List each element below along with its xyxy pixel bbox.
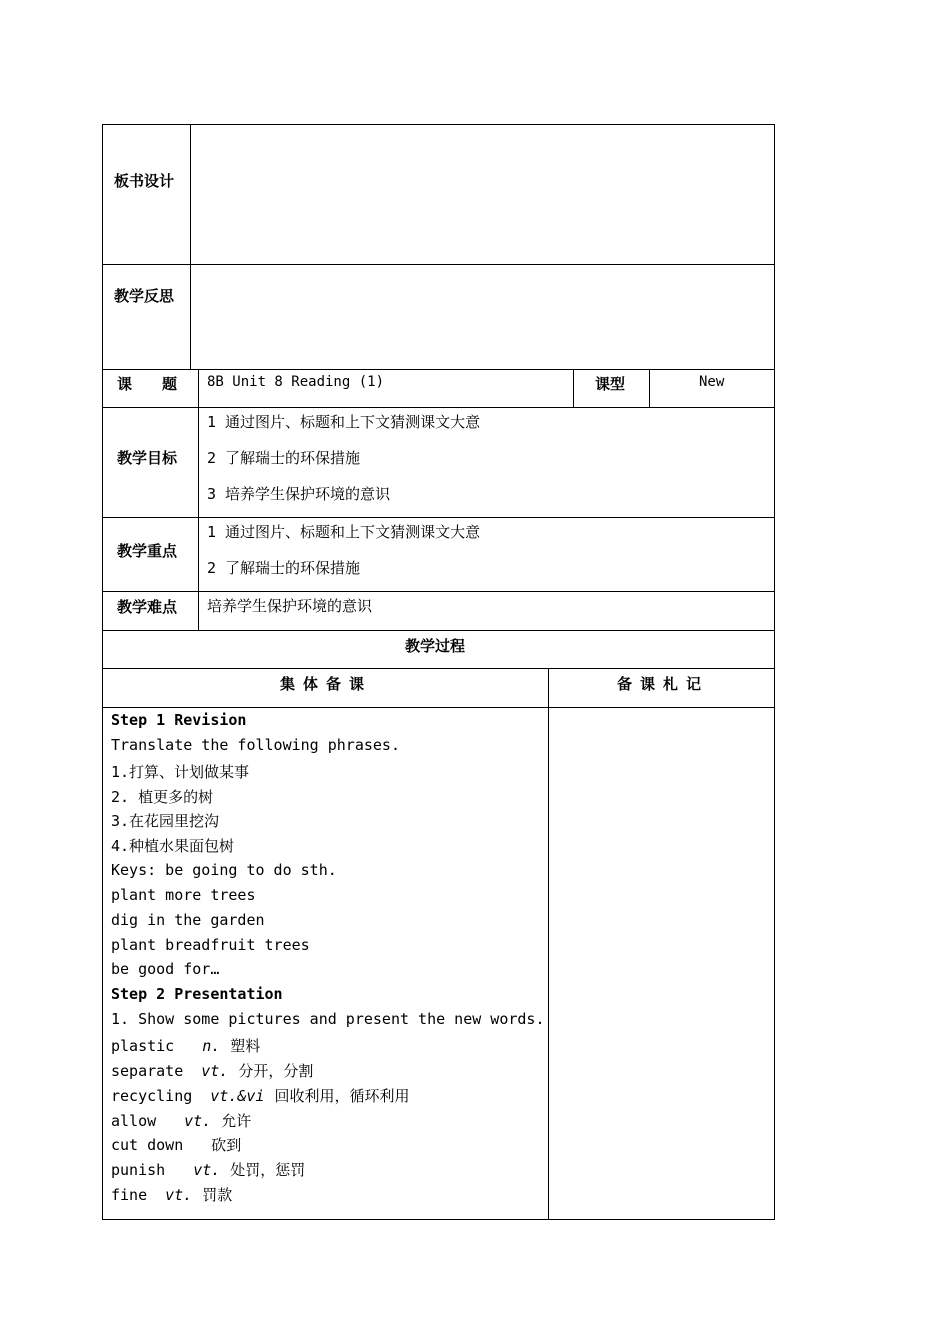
vocab-pos: vt. xyxy=(201,1062,229,1080)
key-answer: be good for… xyxy=(111,960,220,978)
vocab-pos: vt. xyxy=(165,1186,193,1204)
row-divider xyxy=(102,369,775,370)
row-divider xyxy=(102,264,775,265)
step2-title: Step 2 Presentation xyxy=(111,985,283,1003)
phrase-item: 4.种植水果面包树 xyxy=(111,837,235,855)
objective-item: 3 培养学生保护环境的意识 xyxy=(207,485,391,503)
row-divider xyxy=(102,517,775,518)
phrase-item: 1.打算、计划做某事 xyxy=(111,763,250,781)
vocab-row xyxy=(111,1134,241,1155)
vocab-row xyxy=(111,1159,305,1180)
prep-notes-header: 备课札记 xyxy=(617,675,710,693)
step2-instruction: 1. Show some pictures and present the new words. xyxy=(111,1010,545,1028)
row-divider xyxy=(102,707,775,708)
vocab-meaning: 分开，分割 xyxy=(238,1062,314,1080)
col-divider xyxy=(548,668,549,1219)
vocab-meaning: 砍到 xyxy=(211,1136,242,1154)
step1-instruction: Translate the following phrases. xyxy=(111,736,400,754)
table-border-right xyxy=(774,124,775,1220)
objectives-label: 教学目标 xyxy=(117,449,178,467)
vocab-row xyxy=(111,1060,313,1081)
vocab-meaning: 塑料 xyxy=(230,1037,261,1055)
vocab-row xyxy=(111,1085,409,1106)
topic-value: 8B Unit 8 Reading (1) xyxy=(207,374,385,390)
step1-title: Step 1 Revision xyxy=(111,711,247,729)
key-answer: plant more trees xyxy=(111,886,256,904)
row-divider xyxy=(102,668,775,669)
difficulties-value: 培养学生保护环境的意识 xyxy=(207,597,373,615)
table-border-left xyxy=(102,124,103,1220)
lesson-type-label: 课型 xyxy=(595,375,626,393)
col-divider xyxy=(190,124,191,369)
phrase-item: 2. 植更多的树 xyxy=(111,788,214,806)
vocab-word: fine xyxy=(111,1186,148,1204)
key-answer: plant breadfruit trees xyxy=(111,936,310,954)
phrase-item: 3.在花园里挖沟 xyxy=(111,812,220,830)
row-divider xyxy=(102,407,775,408)
objective-item: 1 通过图片、标题和上下文猜测课文大意 xyxy=(207,413,481,431)
row-divider xyxy=(102,630,775,631)
collective-prep-header: 集体备课 xyxy=(280,675,373,693)
table-border-bottom xyxy=(102,1219,775,1220)
vocab-pos: vt. xyxy=(184,1112,212,1130)
col-divider xyxy=(573,369,574,407)
vocab-meaning: 处罚，惩罚 xyxy=(230,1161,306,1179)
vocab-pos: n. xyxy=(202,1037,221,1055)
table-border-top xyxy=(102,124,775,125)
vocab-meaning: 罚款 xyxy=(202,1186,233,1204)
lesson-type-value: New xyxy=(699,374,725,390)
vocab-word: plastic xyxy=(111,1037,175,1055)
vocab-pos: vt.&vi xyxy=(210,1087,265,1105)
vocab-meaning: 允许 xyxy=(221,1112,252,1130)
vocab-meaning: 回收利用，循环利用 xyxy=(274,1087,410,1105)
objective-item: 2 了解瑞士的环保措施 xyxy=(207,449,361,467)
reflection-label: 教学反思 xyxy=(114,287,175,305)
vocab-pos: vt. xyxy=(193,1161,221,1179)
process-title: 教学过程 xyxy=(405,637,466,655)
board-design-label: 板书设计 xyxy=(114,172,175,190)
col-divider xyxy=(198,369,199,630)
topic-label: 课 题 xyxy=(117,375,178,393)
row-divider xyxy=(102,591,775,592)
difficulties-label: 教学难点 xyxy=(117,598,178,616)
key-point-item: 1 通过图片、标题和上下文猜测课文大意 xyxy=(207,523,481,541)
vocab-row xyxy=(111,1035,260,1056)
vocab-word: recycling xyxy=(111,1087,193,1105)
col-divider xyxy=(649,369,650,407)
key-answer: Keys: be going to do sth. xyxy=(111,861,337,879)
vocab-row xyxy=(111,1184,232,1205)
vocab-word: punish xyxy=(111,1161,166,1179)
key-point-item: 2 了解瑞士的环保措施 xyxy=(207,559,361,577)
vocab-row xyxy=(111,1110,251,1131)
key-points-label: 教学重点 xyxy=(117,542,178,560)
key-answer: dig in the garden xyxy=(111,911,265,929)
vocab-word: separate xyxy=(111,1062,184,1080)
vocab-word: cut down xyxy=(111,1136,184,1154)
vocab-word: allow xyxy=(111,1112,157,1130)
